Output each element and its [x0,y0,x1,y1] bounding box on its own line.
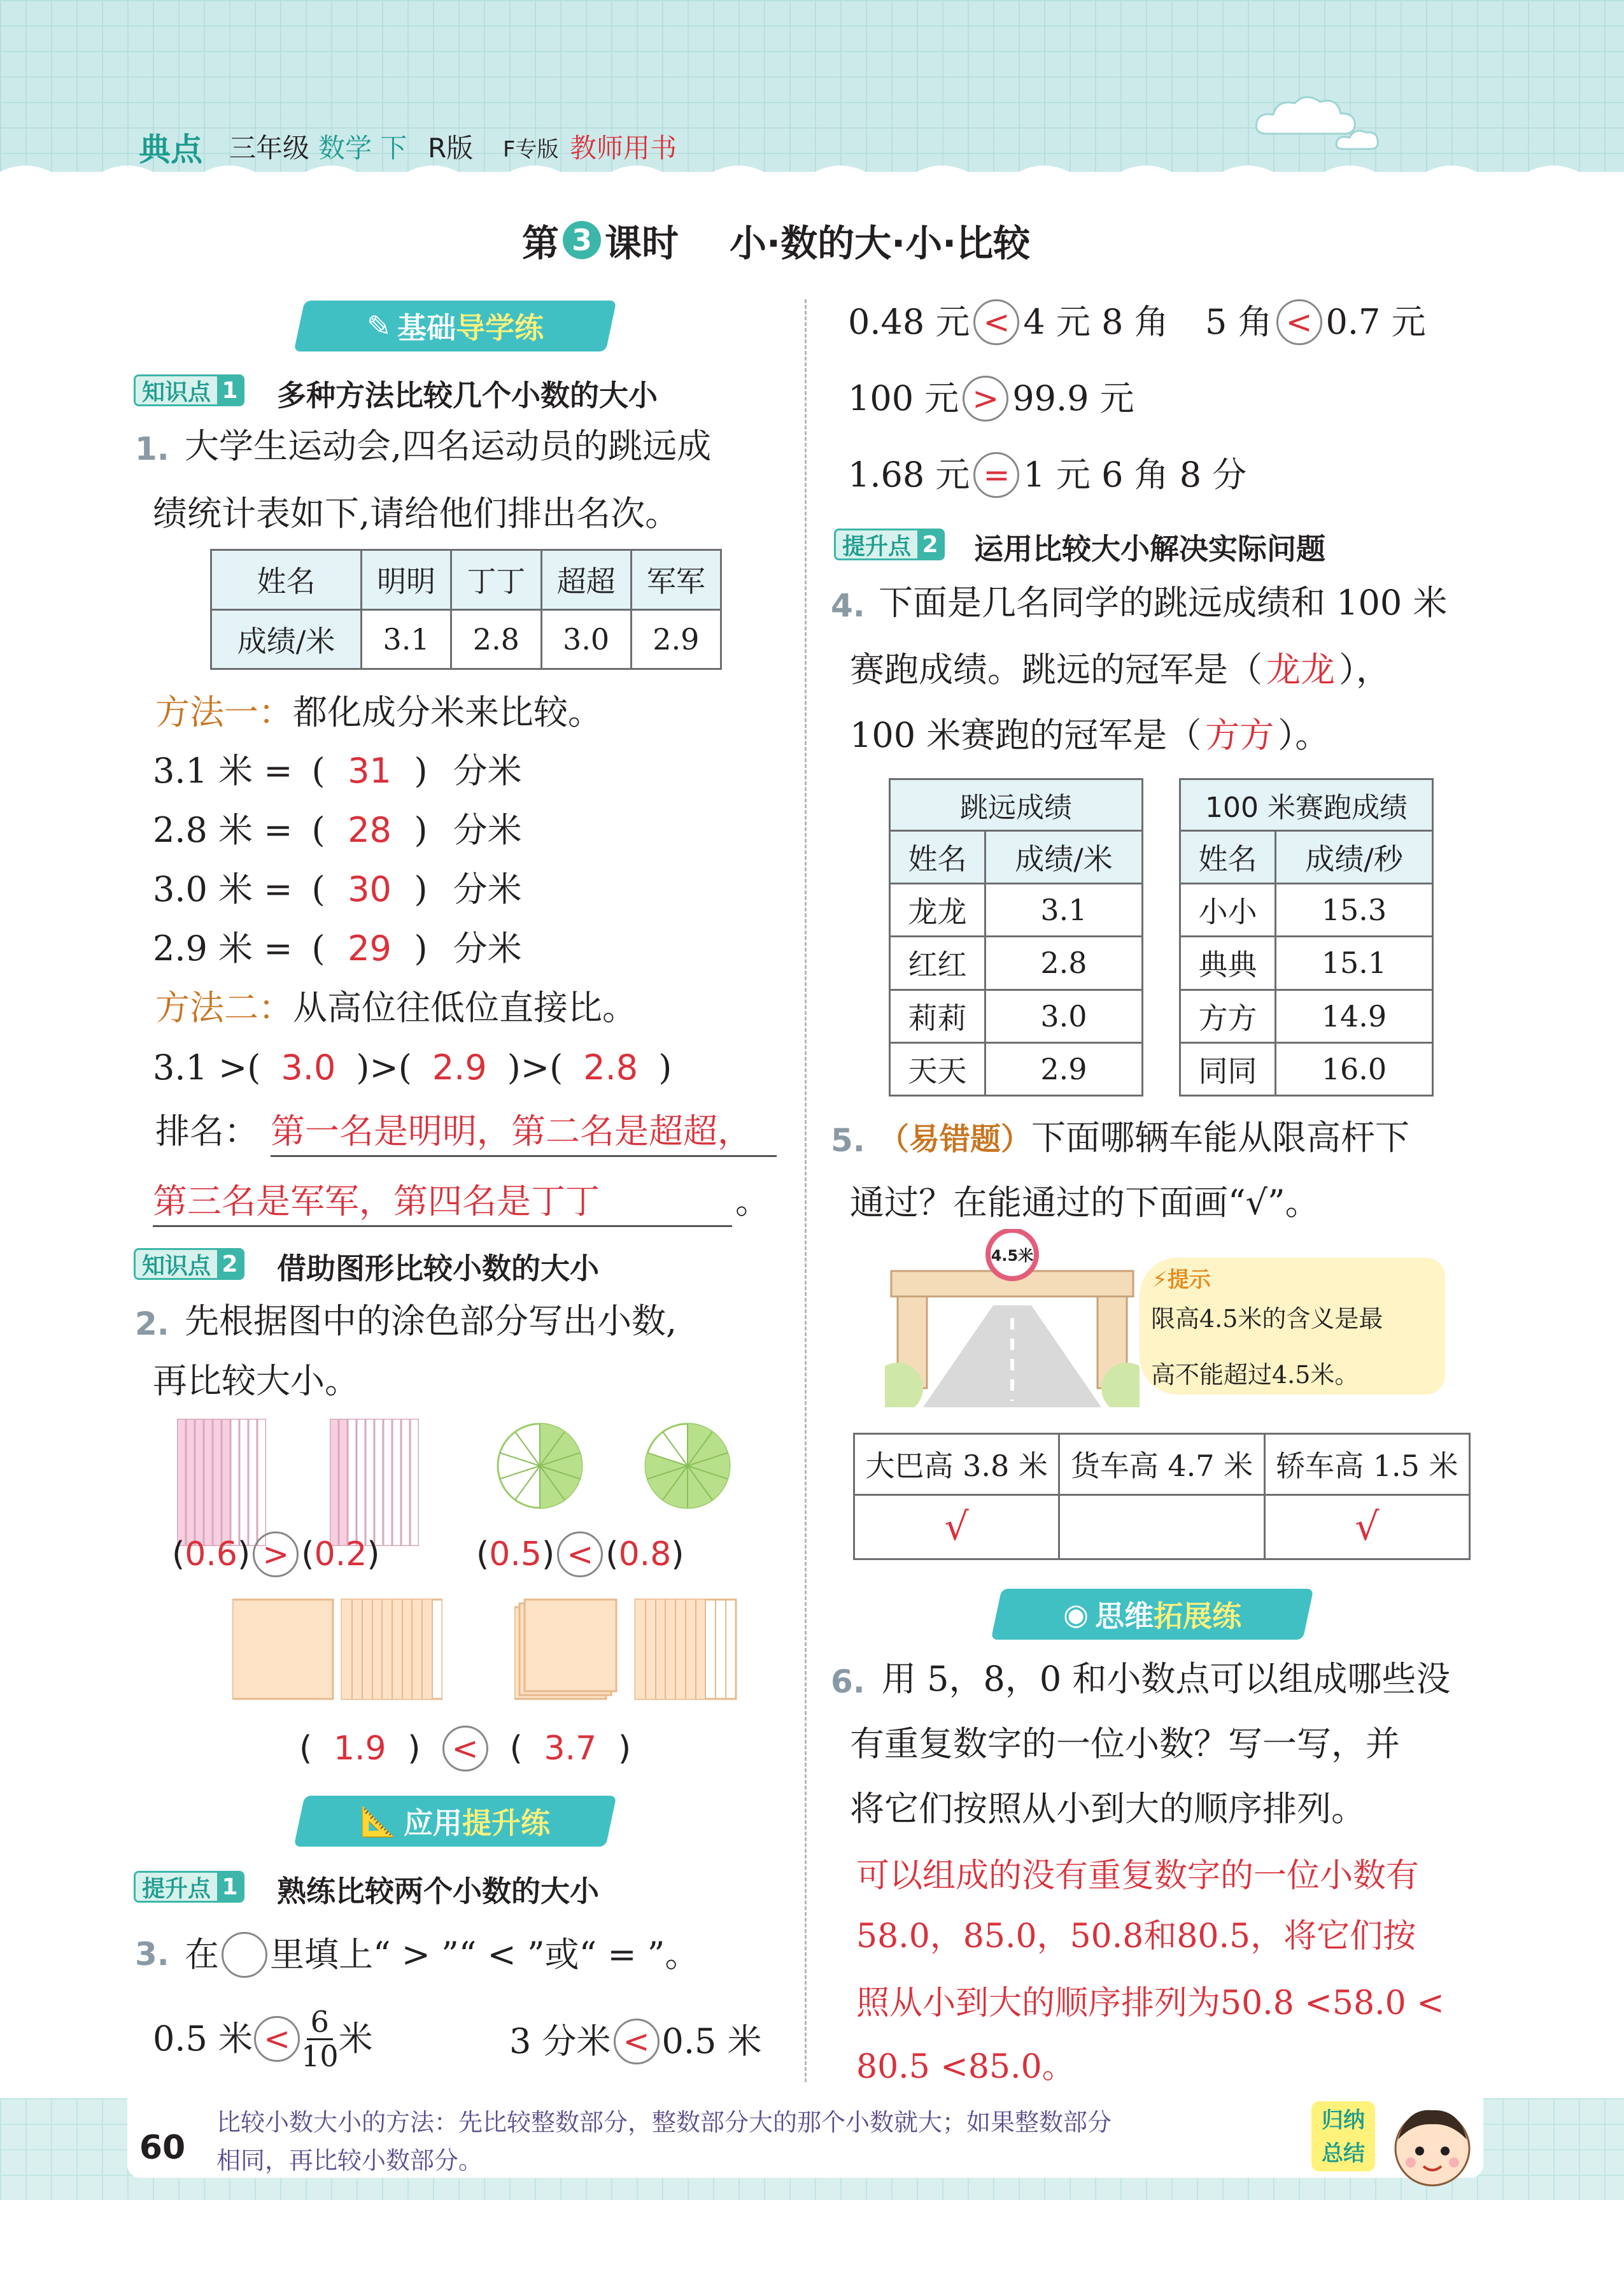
table-cell: 典典 [1180,937,1276,990]
table-title: 跳远成绩 [890,779,1143,831]
table-cell: 天天 [890,1042,985,1095]
knowledge-tag-1: 知识点 1 [134,374,244,406]
table-cell: 2.8 [451,609,541,669]
lesson-suffix: 课时 [605,222,679,265]
question-4-line-3: 100 米赛跑的冠军是（ 方方 ）。 [850,715,1330,755]
lesson-number: 3 [563,221,601,259]
compass-icon: ✎ [366,309,392,343]
hint-line-2: 高不能超过4.5米。 [1151,1361,1359,1389]
question-2-line-2: 再比较大小。 [153,1361,359,1401]
q3-item-3: 0.48 元 < 4 元 8 角 [848,299,1169,345]
conversion-row: 3.0 米 = ( 30 ) 分米 [153,869,522,909]
rank-label: 排名： [155,1111,258,1151]
rank-answer-line-1: 第一名是明明，第二名是超超， [271,1114,777,1157]
knowledge-title-1: 多种方法比较几个小数的大小 [277,378,658,413]
answer-line-4: 80.5 <85.0。 [856,2048,1075,2086]
table-cell: 3.1 [985,884,1142,937]
q3-item-1: 0.5 米 < 6 10 米 [153,2005,373,2073]
compare-pair-2: ( 0.5 ) < ( 0.8 ) [476,1531,684,1577]
question-number-3: 3. [135,1936,169,1973]
hint-label: ⚡提示 [1152,1267,1211,1293]
question-number-2: 2. [135,1305,169,1342]
table-cell: 3.0 [541,609,631,669]
question-1-line-1: 大学生运动会,四名运动员的跳远成 [185,426,712,466]
cloud-icon [1248,83,1388,159]
question-6-line-1: 用 5，8，0 和小数点可以组成哪些没 [882,1659,1451,1699]
q3-item-5: 100 元 > 99.9 元 [848,376,1134,422]
rank-answer-line-2: 第三名是军军，第四名是丁丁 [153,1184,732,1227]
question-5-line-1: （易错题）下面哪辆车能从限高杆下 [879,1118,1410,1158]
improve-tag-1: 提升点 1 [134,1871,244,1903]
question-2-line-1: 先根据图中的涂色部分写出小数, [185,1301,677,1341]
table-cell: 16.0 [1275,1042,1432,1095]
column-divider [805,299,807,2082]
blank-circle [222,1932,267,1978]
strip-figure-0-6 [177,1419,266,1546]
knowledge-title-2: 借助图形比较小数的大小 [277,1251,599,1286]
check-mark: √ [854,1494,1059,1559]
lesson-topic: 小·数的大·小·比较 [730,222,1031,265]
table-cell: 3.0 [985,990,1142,1042]
question-number-5: 5. [831,1122,865,1159]
check-mark [1059,1494,1264,1559]
table-cell: 莉莉 [890,990,985,1042]
table-cell: 2.9 [631,609,721,669]
question-3-text: 在 里填上“ > ”“ < ”或“ = ”。 [185,1932,699,1978]
table-cell: 同同 [1180,1042,1276,1095]
question-number-6: 6. [831,1663,865,1700]
conversion-row: 2.8 米 = ( 28 ) 分米 [153,810,522,850]
table-cell: 丁丁 [451,550,541,610]
table-cell: 超超 [541,550,631,610]
q3-item-2: 3 分米 < 0.5 米 [509,2019,762,2064]
table-title: 100 米赛跑成绩 [1180,779,1433,831]
summary-badge: 归纳 总结 [1311,2101,1375,2171]
compare-pair-3: ( 1.9 ) < ( 3.7 ) [299,1726,631,1771]
brand-logo: 典点 [139,131,202,168]
circle-figure-0-5 [495,1421,584,1510]
question-1-line-2: 绩统计表如下,请给他们排出名次。 [153,493,680,534]
hint-line-1: 限高4.5米的含义是最 [1151,1305,1383,1333]
question-number-4: 4. [831,587,865,624]
table-cell: 成绩/米 [211,609,362,669]
table-cell: 成绩/米 [985,830,1142,883]
table-cell: 15.1 [1275,937,1432,990]
question-6-line-2: 有重复数字的一位小数？写一写，并 [850,1724,1400,1764]
header-grade: 三年级 [229,132,310,164]
table-cell: 14.9 [1275,990,1432,1042]
header-edition: R版 [428,132,474,164]
improve-tag-2: 提升点 2 [834,529,945,560]
table-cell: 姓名 [890,830,985,883]
table-cell: 2.8 [985,937,1142,990]
table-cell: 方方 [1180,990,1276,1042]
long-jump-table [889,778,1143,1097]
header-book-type: 教师用书 [570,132,677,164]
table-cell: 姓名 [1180,830,1276,883]
table-cell: 2.9 [985,1042,1142,1095]
table-cell: 小小 [1180,884,1276,937]
method-1: 方法一：都化成分米来比较。 [155,692,602,732]
rank-end: 。 [735,1181,770,1221]
q3-item-4: 5 角 < 0.7 元 [1205,299,1426,345]
lesson-prefix: 第 [522,222,560,265]
running-table [1179,778,1434,1097]
question-4-line-1: 下面是几名同学的跳远成绩和 100 米 [879,583,1448,623]
vehicle-bus: 大巴高 3.8 米 [854,1434,1059,1495]
vehicle-table [853,1433,1471,1560]
compare-pair-1: ( 0.6 ) > ( 0.2 ) [172,1531,380,1577]
question-4-line-2: 赛跑成绩。跳远的冠军是（ 龙龙 ）， [850,650,1390,690]
q3-item-6: 1.68 元 = 1 元 6 角 8 分 [848,452,1246,498]
table-cell: 明明 [362,550,451,610]
knowledge-tag-2: 知识点 2 [134,1248,244,1280]
check-mark: √ [1264,1494,1469,1559]
conversion-row: 2.9 米 = ( 29 ) 分米 [153,928,522,969]
improve-title-1: 熟练比较两个小数的大小 [277,1874,599,1908]
table-cell: 龙龙 [890,884,985,937]
footer-tip-line-2: 相同，再比较小数部分。 [216,2147,483,2175]
lesson-title [522,213,1030,267]
answer-line-3: 照从小到大的顺序排列为50.8 <58.0 < [856,1984,1444,2022]
method-2: 方法二：从高位往低位直接比。 [155,988,637,1028]
footer-tip-line-1: 比较小数大小的方法：先比较整数部分，整数部分大的那个小数就大；如果整数部分 [216,2108,1112,2136]
table-cell: 3.1 [362,609,451,669]
strip-figure-0-2 [330,1419,419,1546]
table-cell: 成绩/秒 [1275,830,1432,883]
square-figure-1-9 [232,1598,442,1700]
globe-icon: ◉ [1063,1597,1089,1631]
jump-score-table [210,549,722,670]
question-6-line-3: 将它们按照从小到大的顺序排列。 [850,1789,1366,1829]
section-banner-thinking: ◉ 思维 拓展练 [991,1589,1313,1640]
ordering-row: 3.1 >( 3.0 )>( 2.9 )>( 2.8 ) [153,1047,672,1088]
fraction: 6 10 [301,2005,339,2073]
lightning-icon: ⚡ [1152,1267,1168,1293]
table-cell: 军军 [631,550,721,610]
section-banner-apply: 📐 应用 提升练 [293,1796,616,1847]
header-subject: 数学 下 [318,132,407,164]
table-cell: 15.3 [1275,884,1432,937]
improve-title-2: 运用比较大小解决实际问题 [974,532,1325,566]
table-cell: 姓名 [211,550,362,610]
conversion-row: 3.1 米 = ( 31 ) 分米 [153,751,522,791]
page-number: 60 [139,2129,186,2167]
section-banner-basic: ✎ 基础 导学练 [293,301,616,351]
question-number-1: 1. [135,430,169,467]
vehicle-truck: 货车高 4.7 米 [1059,1434,1264,1495]
ruler-icon: 📐 [360,1803,397,1838]
answer-line-1: 可以组成的没有重复数字的一位小数有 [856,1857,1420,1895]
question-5-line-2: 通过？在能通过的下面画“√”。 [850,1182,1320,1223]
square-figure-3-7 [514,1598,744,1700]
vehicle-car: 轿车高 1.5 米 [1264,1434,1469,1495]
height-sign-text: 4.5米 [991,1247,1034,1265]
circle-figure-0-8 [643,1421,732,1510]
cartoon-kid-icon [1381,2095,1483,2197]
header-special: F专版 [503,137,559,162]
table-cell: 红红 [890,937,985,990]
answer-line-2: 58.0，85.0，50.8和80.5，将它们按 [856,1917,1416,1956]
